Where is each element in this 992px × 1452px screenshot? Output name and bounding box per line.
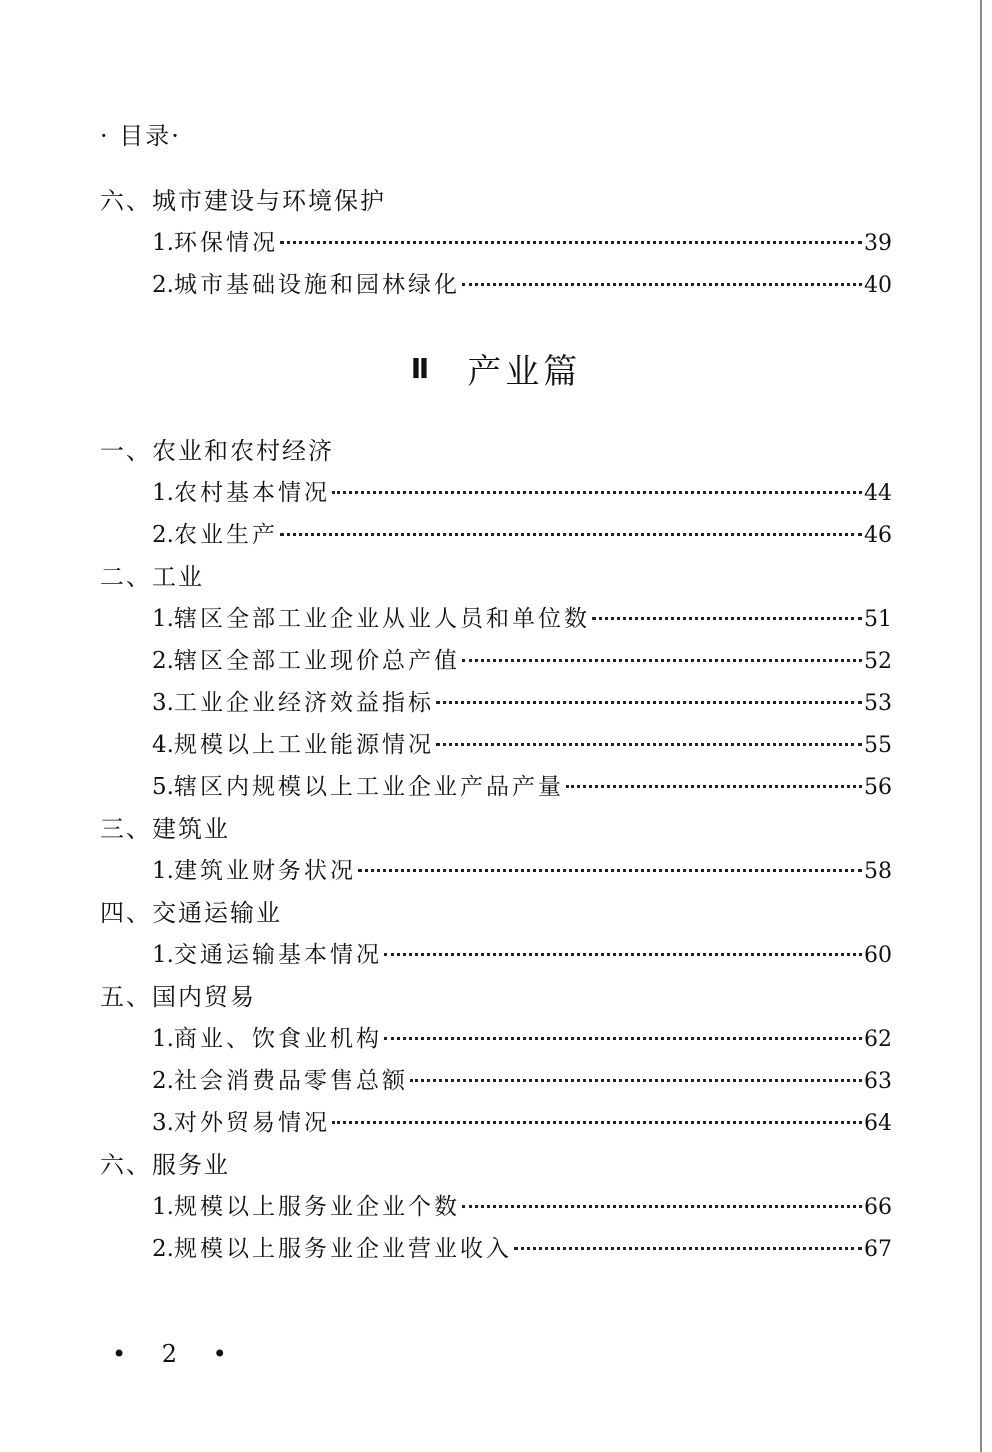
toc-section-heading: 二、工业: [100, 563, 204, 591]
toc-entry[interactable]: [100, 850, 892, 892]
entry-title: 农业生产: [173, 522, 278, 548]
toc-entry[interactable]: [100, 472, 892, 514]
entry-title: 环保情况: [173, 230, 278, 256]
entry-title: 农村基本情况: [173, 480, 330, 506]
toc-entry[interactable]: [100, 1060, 892, 1102]
entry-page-number: 51: [864, 607, 892, 632]
entry-title: 交通运输基本情况: [173, 942, 382, 968]
entry-page-number: 63: [864, 1069, 892, 1094]
toc-entry[interactable]: [100, 264, 892, 306]
dot-leader: [358, 869, 862, 872]
entry-page-number: 62: [864, 1027, 892, 1052]
entry-page-number: 44: [864, 481, 892, 506]
dot-leader: [410, 1079, 862, 1082]
entry-number: 2.: [152, 1236, 174, 1262]
toc-section-heading: 四、交通运输业: [100, 899, 282, 927]
entry-number: 5.: [152, 774, 174, 800]
dot-leader: [566, 785, 862, 788]
entry-number: 1.: [152, 606, 174, 632]
toc-entry[interactable]: [100, 640, 892, 682]
table-of-contents: [100, 180, 892, 1270]
entry-number: 1.: [152, 1194, 174, 1220]
part-roman-numeral: Ⅱ: [410, 351, 434, 385]
entry-number: 2.: [152, 648, 174, 674]
toc-entry[interactable]: [100, 724, 892, 766]
entry-title: 辖区内规模以上工业企业产品产量: [173, 774, 564, 800]
entry-title: 商业、饮食业机构: [173, 1026, 382, 1052]
entry-number: 1.: [152, 230, 174, 256]
dot-leader: [384, 1037, 862, 1040]
entry-number: 3.: [152, 690, 174, 716]
entry-title: 规模以上服务业企业个数: [173, 1194, 460, 1220]
toc-entry[interactable]: [100, 514, 892, 556]
entry-page-number: 46: [864, 523, 892, 548]
entry-number: 4.: [152, 732, 174, 758]
entry-page-number: 40: [864, 273, 892, 298]
toc-entry[interactable]: [100, 1018, 892, 1060]
dot-leader: [462, 1205, 862, 1208]
entry-number: 3.: [152, 1110, 174, 1136]
running-header: · 目录·: [100, 122, 181, 150]
dot-leader: [436, 701, 862, 704]
entry-title: 工业企业经济效益指标: [173, 690, 434, 716]
entry-title: 社会消费品零售总额: [173, 1068, 408, 1094]
entry-title: 辖区全部工业企业从业人员和单位数: [173, 606, 590, 632]
entry-page-number: 55: [864, 733, 892, 758]
toc-entry[interactable]: [100, 1186, 892, 1228]
entry-number: 1.: [152, 1026, 174, 1052]
entry-page-number: 58: [864, 859, 892, 884]
entry-page-number: 56: [864, 775, 892, 800]
entry-number: 1.: [152, 858, 174, 884]
entry-title: 辖区全部工业现价总产值: [173, 648, 460, 674]
toc-section-heading: 六、服务业: [100, 1151, 230, 1179]
entry-title: 规模以上工业能源情况: [173, 732, 434, 758]
entry-page-number: 53: [864, 691, 892, 716]
entry-number: 1.: [152, 942, 174, 968]
toc-section-heading: 三、建筑业: [100, 815, 230, 843]
entry-number: 2.: [152, 1068, 174, 1094]
part-heading: [100, 306, 892, 430]
toc-entry[interactable]: [100, 1102, 892, 1144]
dot-leader: [280, 533, 862, 536]
toc-entry[interactable]: [100, 766, 892, 808]
entry-number: 2.: [152, 522, 174, 548]
dot-leader: [462, 659, 862, 662]
toc-section-heading: 六、城市建设与环境保护: [100, 187, 386, 215]
entry-title: 规模以上服务业企业营业收入: [173, 1236, 512, 1262]
dot-leader: [436, 743, 862, 746]
entry-page-number: 66: [864, 1195, 892, 1220]
part-title: 产业篇: [467, 351, 582, 392]
toc-entry[interactable]: [100, 598, 892, 640]
toc-section-heading: 五、国内贸易: [100, 983, 256, 1011]
dot-leader: [332, 491, 862, 494]
page-edge-line: [980, 0, 982, 1452]
dot-leader: [592, 617, 862, 620]
entry-number: 1.: [152, 480, 174, 506]
dot-leader: [462, 283, 862, 286]
entry-page-number: 67: [864, 1237, 892, 1262]
dot-leader: [332, 1121, 862, 1124]
toc-entry[interactable]: [100, 1228, 892, 1270]
entry-page-number: 60: [864, 943, 892, 968]
entry-title: 对外贸易情况: [173, 1110, 330, 1136]
toc-section-heading: 一、农业和农村经济: [100, 437, 334, 465]
entry-page-number: 39: [864, 231, 892, 256]
entry-title: 城市基础设施和园林绿化: [173, 272, 460, 298]
page-number-footer: • 2 •: [112, 1340, 241, 1368]
toc-entry[interactable]: [100, 934, 892, 976]
entry-page-number: 52: [864, 649, 892, 674]
toc-entry[interactable]: [100, 222, 892, 264]
entry-number: 2.: [152, 272, 174, 298]
toc-entry[interactable]: [100, 682, 892, 724]
dot-leader: [384, 953, 862, 956]
dot-leader: [514, 1247, 862, 1250]
dot-leader: [280, 241, 862, 244]
entry-title: 建筑业财务状况: [173, 858, 356, 884]
entry-page-number: 64: [864, 1111, 892, 1136]
